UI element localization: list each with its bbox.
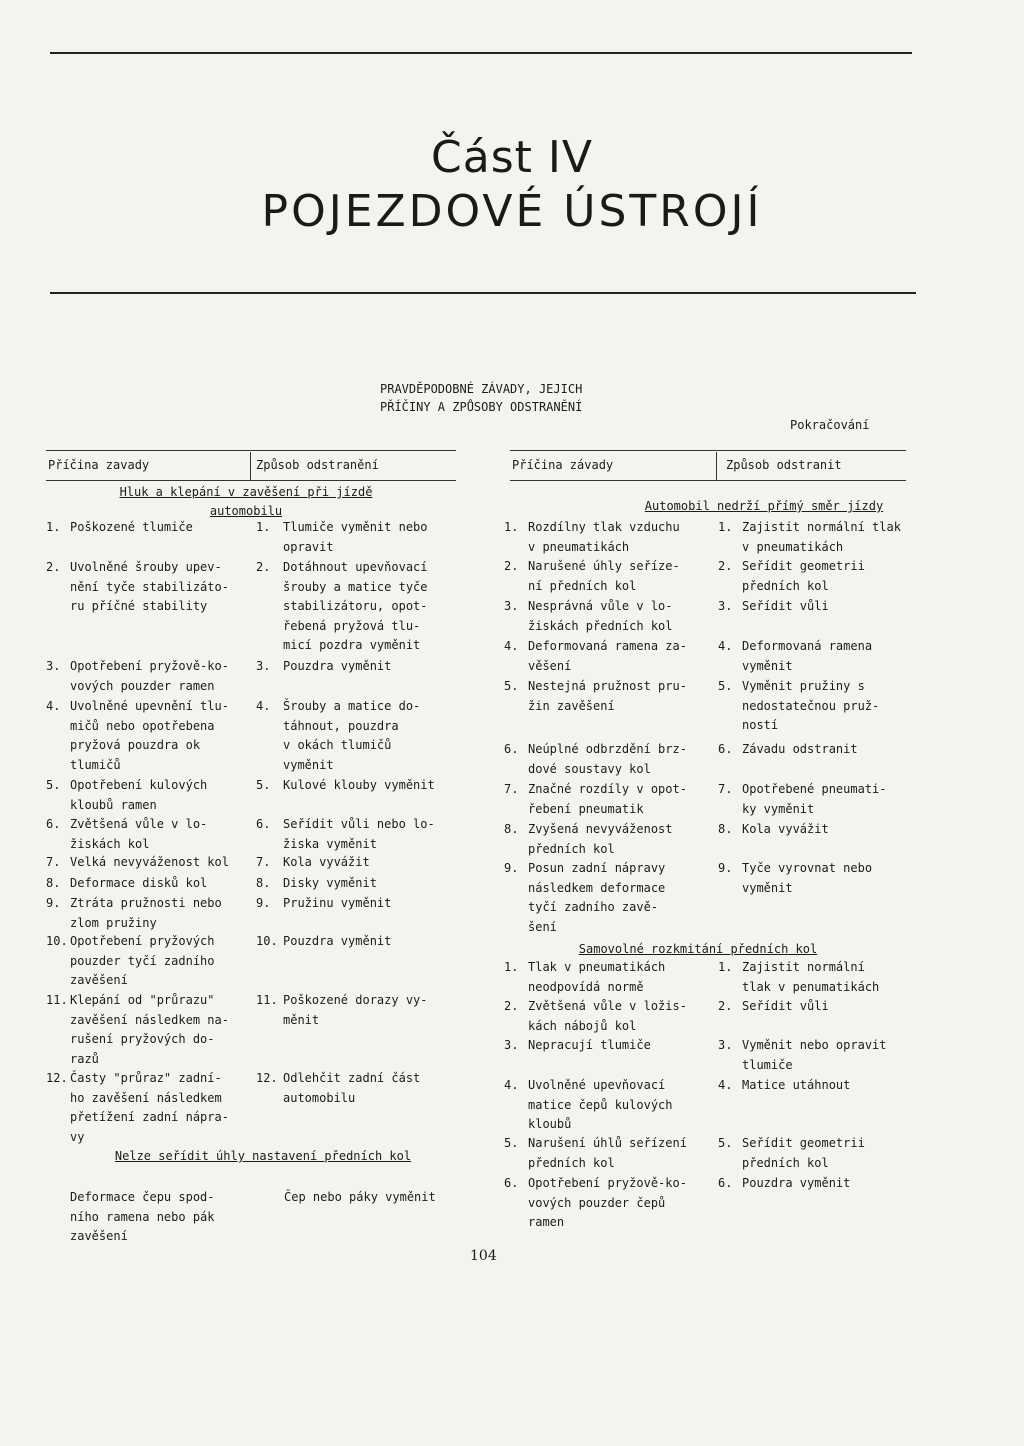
row-number: 8. bbox=[46, 876, 61, 890]
row-fix-number: 6. bbox=[256, 817, 271, 831]
row-cause: Rozdílny tlak vzduchu v pneumatikách bbox=[528, 520, 680, 554]
right-section-2-title: Samovolné rozkmitání předních kol bbox=[578, 942, 818, 956]
row-cause: Neúplné odbrzdění brz- dové soustavy kol bbox=[528, 742, 687, 776]
section-title-line-2: automobilu bbox=[209, 504, 283, 518]
row-cause: Velká nevyváženost kol bbox=[70, 855, 229, 869]
row-fix: Zajistit normální tlak v penumatikách bbox=[742, 960, 880, 994]
left-section-2-title: Nelze seřídit úhly nastavení předních kol bbox=[114, 1149, 412, 1163]
row-fix-number: 9. bbox=[256, 896, 271, 910]
row-fix: Čep nebo páky vyměnit bbox=[284, 1190, 436, 1204]
row-number: 3. bbox=[504, 599, 519, 613]
row-fix: Opotřebené pneumati- ky vyměnit bbox=[742, 782, 887, 816]
row-fix: Vyměnit nebo opravit tlumiče bbox=[742, 1038, 887, 1072]
row-fix-number: 4. bbox=[256, 699, 271, 713]
row-fix: Kola vyvážit bbox=[742, 822, 829, 836]
row-cause: Časty "průraz" zadní- ho zavěšení následkem přetížení zadní nápra- vy bbox=[70, 1071, 229, 1144]
bottom-rule bbox=[50, 292, 916, 294]
row-fix-number: 5. bbox=[718, 1136, 733, 1150]
row-number: 11. bbox=[46, 993, 68, 1007]
row-fix-number: 9. bbox=[718, 861, 733, 875]
row-cause: Zvětšená vůle v lo- žiskách kol bbox=[70, 817, 208, 851]
row-cause: Klepání od "průrazu" zavěšení následkem na- rušení pryžových do- razů bbox=[70, 993, 229, 1066]
left-col-fix-header: Způsob odstranění bbox=[256, 458, 379, 472]
row-fix: Kola vyvážit bbox=[283, 855, 370, 869]
row-number: 7. bbox=[504, 782, 519, 796]
row-cause: Značné rozdíly v opot- řebení pneumatik bbox=[528, 782, 687, 816]
row-cause: Uvolněné upevnění tlu- mičů nebo opotřebena pryžová pouzdra ok tlumičů bbox=[70, 699, 229, 772]
row-fix: Tlumiče vyměnit nebo opravit bbox=[283, 520, 428, 554]
row-fix: Závadu odstranit bbox=[742, 742, 858, 756]
section-title-line-1: Hluk a klepání v zavěšení při jízdě bbox=[119, 485, 373, 499]
row-fix-number: 10. bbox=[256, 934, 278, 948]
top-rule bbox=[50, 52, 912, 54]
row-fix: Disky vyměnit bbox=[283, 876, 377, 890]
row-fix: Seřídit geometrii předních kol bbox=[742, 1136, 865, 1170]
row-number: 4. bbox=[504, 639, 519, 653]
row-cause: Deformace čepu spod- ního ramena nebo pák zavěšení bbox=[70, 1190, 215, 1243]
right-col-cause-header: Příčina závady bbox=[512, 458, 614, 472]
row-fix-number: 1. bbox=[718, 960, 733, 974]
row-fix: Seřídit vůli bbox=[742, 599, 829, 613]
right-section-1-title: Automobil nedrží přímý směr jízdy bbox=[644, 499, 884, 513]
part-title: Část IV bbox=[431, 132, 593, 183]
row-fix-number: 6. bbox=[718, 742, 733, 756]
chapter-title: POJEZDOVÉ ÚSTROJÍ bbox=[261, 186, 763, 237]
left-table-header bbox=[46, 450, 456, 480]
row-fix: Kulové klouby vyměnit bbox=[283, 778, 435, 792]
row-fix: Pouzdra vyměnit bbox=[283, 659, 392, 673]
row-fix: Seřídit vůli nebo lo- žiska vyměnit bbox=[283, 817, 435, 851]
row-fix: Deformovaná ramena vyměnit bbox=[742, 639, 873, 673]
row-fix-number: 1. bbox=[718, 520, 733, 534]
row-number: 5. bbox=[504, 679, 519, 693]
row-number: 4. bbox=[46, 699, 61, 713]
row-number: 7. bbox=[46, 855, 61, 869]
row-number: 12. bbox=[46, 1071, 68, 1085]
row-cause: Opotřebení kulových kloubů ramen bbox=[70, 778, 208, 812]
row-cause: Narušené úhly seříze- ní předních kol bbox=[528, 559, 680, 593]
row-fix: Tyče vyrovnat nebo vyměnit bbox=[742, 861, 873, 895]
row-fix-number: 3. bbox=[718, 1038, 733, 1052]
header-separator bbox=[250, 452, 251, 480]
row-number: 10. bbox=[46, 934, 68, 948]
row-fix: Odlehčit zadní část automobilu bbox=[283, 1071, 421, 1105]
row-fix: Seřídit vůli bbox=[742, 999, 829, 1013]
row-fix-number: 2. bbox=[256, 560, 271, 574]
row-fix-number: 5. bbox=[718, 679, 733, 693]
row-cause: Tlak v pneumatikách neodpovídá normě bbox=[528, 960, 666, 994]
row-cause: Opotřebení pryžově-ko- vových pouzder čepů ramen bbox=[528, 1176, 687, 1229]
row-number: 2. bbox=[46, 560, 61, 574]
row-fix: Pouzdra vyměnit bbox=[283, 934, 392, 948]
row-number: 1. bbox=[504, 520, 519, 534]
continued-label: Pokračování bbox=[790, 418, 870, 432]
right-col-fix-header: Způsob odstranit bbox=[726, 458, 842, 472]
row-fix: Pružinu vyměnit bbox=[283, 896, 392, 910]
row-cause: Nepracují tlumiče bbox=[528, 1038, 651, 1052]
row-fix-number: 5. bbox=[256, 778, 271, 792]
row-cause: Zvyšená nevyváženost předních kol bbox=[528, 822, 673, 856]
row-fix: Poškozené dorazy vy- měnit bbox=[283, 993, 428, 1027]
row-fix: Seřídit geometrii předních kol bbox=[742, 559, 865, 593]
right-table-header bbox=[510, 450, 906, 480]
row-fix-number: 8. bbox=[718, 822, 733, 836]
row-fix-number: 2. bbox=[718, 999, 733, 1013]
row-fix-number: 11. bbox=[256, 993, 278, 1007]
row-fix: Šrouby a matice do- táhnout, pouzdra v okách tlumičů vyměnit bbox=[283, 699, 421, 772]
row-number: 6. bbox=[504, 1176, 519, 1190]
row-fix: Matice utáhnout bbox=[742, 1078, 851, 1092]
row-cause: Uvolněné upevňovací matice čepů kulových kloubů bbox=[528, 1078, 673, 1131]
row-fix-number: 7. bbox=[256, 855, 271, 869]
row-number: 9. bbox=[504, 861, 519, 875]
row-fix-number: 8. bbox=[256, 876, 271, 890]
row-number: 4. bbox=[504, 1078, 519, 1092]
row-number: 6. bbox=[46, 817, 61, 831]
row-number: 1. bbox=[504, 960, 519, 974]
row-number: 2. bbox=[504, 999, 519, 1013]
row-number: 5. bbox=[504, 1136, 519, 1150]
row-fix: Pouzdra vyměnit bbox=[742, 1176, 851, 1190]
left-col-cause-header: Příčina zavady bbox=[48, 458, 150, 472]
row-number: 5. bbox=[46, 778, 61, 792]
row-number: 3. bbox=[504, 1038, 519, 1052]
row-fix: Dotáhnout upevňovací šrouby a matice tyče stabilizátoru, opot- řebená pryžová tlu- micí pozdra vyměnit bbox=[283, 560, 428, 652]
row-fix-number: 4. bbox=[718, 639, 733, 653]
row-cause: Deformovaná ramena za- věšení bbox=[528, 639, 687, 673]
row-cause: Posun zadní nápravy následkem deformace tyčí zadního zavě- šení bbox=[528, 861, 666, 934]
row-fix-number: 3. bbox=[718, 599, 733, 613]
row-number: 1. bbox=[46, 520, 61, 534]
heading-line-2: PŘÍČINY A ZPŮSOBY ODSTRANĚNÍ bbox=[380, 400, 583, 414]
row-cause: Uvolněné šrouby upev- nění tyče stabilizáto- ru příčné stability bbox=[70, 560, 229, 613]
row-number: 6. bbox=[504, 742, 519, 756]
row-cause: Poškozené tlumiče bbox=[70, 520, 193, 534]
header-rule-bottom bbox=[46, 480, 456, 481]
row-number: 2. bbox=[504, 559, 519, 573]
row-cause: Nesprávná vůle v lo- žiskách předních kol bbox=[528, 599, 673, 633]
row-fix-number: 12. bbox=[256, 1071, 278, 1085]
left-section-1-title bbox=[46, 483, 446, 521]
row-fix-number: 2. bbox=[718, 559, 733, 573]
header-separator bbox=[716, 452, 717, 480]
row-fix-number: 4. bbox=[718, 1078, 733, 1092]
row-cause: Nestejná pružnost pru- žin zavěšení bbox=[528, 679, 687, 713]
row-fix-number: 6. bbox=[718, 1176, 733, 1190]
document-heading bbox=[380, 380, 710, 416]
row-cause: Deformace disků kol bbox=[70, 876, 208, 890]
row-fix-number: 1. bbox=[256, 520, 271, 534]
row-fix-number: 7. bbox=[718, 782, 733, 796]
row-fix: Zajistit normální tlak v pneumatikách bbox=[742, 520, 901, 554]
row-fix-number: 3. bbox=[256, 659, 271, 673]
heading-line-1: PRAVDĚPODOBNÉ ZÁVADY, JEJICH bbox=[380, 382, 583, 396]
row-number: 3. bbox=[46, 659, 61, 673]
row-cause: Zvětšená vůle v ložis- kách nábojů kol bbox=[528, 999, 687, 1033]
row-cause: Opotřebení pryžových pouzder tyčí zadního zavěšení bbox=[70, 934, 215, 987]
page-number: 104 bbox=[470, 1248, 497, 1264]
row-cause: Ztráta pružnosti nebo zlom pružiny bbox=[70, 896, 222, 930]
row-cause: Opotřebení pryžově-ko- vových pouzder ramen bbox=[70, 659, 229, 693]
row-cause: Narušení úhlů seřízení předních kol bbox=[528, 1136, 687, 1170]
row-number: 8. bbox=[504, 822, 519, 836]
row-number: 9. bbox=[46, 896, 61, 910]
row-fix: Vyměnit pružiny s nedostatečnou pruž- ností bbox=[742, 679, 880, 732]
header-rule-bottom bbox=[510, 480, 906, 481]
